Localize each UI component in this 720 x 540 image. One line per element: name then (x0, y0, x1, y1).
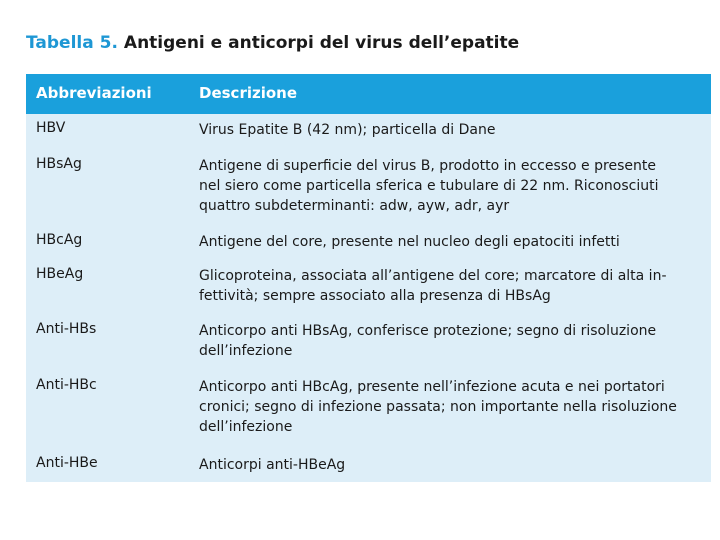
description-line: Glicoproteina, associata all’antigene del core; marcatore di alta in- (199, 268, 667, 284)
row-description (199, 321, 699, 361)
description-line: dell’infezione (199, 343, 293, 359)
description-line: Virus Epatite B (42 nm); particella di Dane (199, 122, 496, 138)
description-line: Antigene di superficie del virus B, prodotto in eccesso e presente (199, 158, 656, 174)
header-abbreviations: Abbreviazioni (36, 84, 152, 102)
row-abbreviation: HBV (36, 120, 66, 136)
row-description (199, 156, 699, 216)
row-description (199, 120, 699, 140)
table-number: Tabella 5. (26, 33, 118, 53)
row-abbreviation: HBeAg (36, 266, 84, 282)
row-description (199, 266, 699, 306)
description-line: nel siero come particella sferica e tubulare di 22 nm. Riconosciuti (199, 178, 659, 194)
description-line: Antigene del core, presente nel nucleo degli epatociti infetti (199, 234, 620, 250)
header-description: Descrizione (199, 84, 298, 102)
row-abbreviation: Anti-HBc (36, 377, 97, 393)
table-title (26, 33, 519, 59)
description-line: Anticorpi anti-HBeAg (199, 457, 346, 473)
table-title-text: Antigeni e anticorpi del virus dell’epatite (123, 33, 520, 53)
description-line: Anticorpo anti HBsAg, conferisce protezione; segno di risoluzione (199, 323, 657, 339)
table-header (26, 74, 711, 114)
description-line: quattro subdeterminanti: adw, ayw, adr, ayr (199, 198, 510, 214)
row-abbreviation: Anti-HBs (36, 321, 97, 337)
antigen-table (26, 74, 711, 482)
row-description (199, 232, 699, 252)
row-abbreviation: HBcAg (36, 232, 83, 248)
description-line: cronici; segno di infezione passata; non importante nella risoluzione (199, 399, 677, 415)
row-description (199, 377, 699, 437)
row-description (199, 455, 699, 475)
row-abbreviation: HBsAg (36, 156, 82, 172)
description-line: dell’infezione (199, 419, 293, 435)
row-abbreviation: Anti-HBe (36, 455, 98, 471)
description-line: fettività; sempre associato alla presenza di HBsAg (199, 288, 551, 304)
description-line: Anticorpo anti HBcAg, presente nell’infezione acuta e nei portatori (199, 379, 665, 395)
